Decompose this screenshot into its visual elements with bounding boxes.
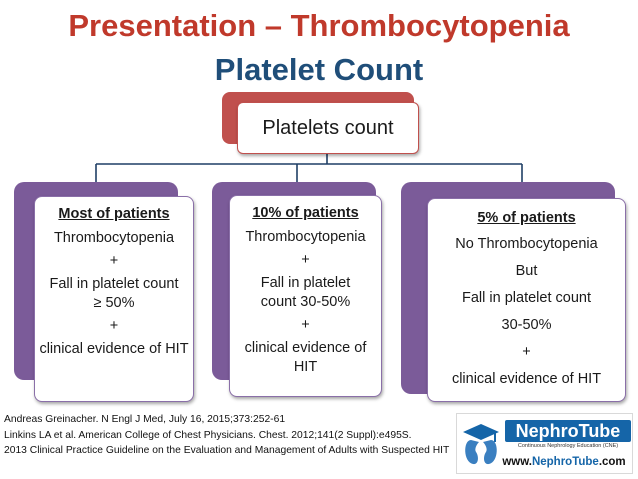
logo-name: NephroTube: [505, 420, 631, 442]
reference-item: 2013 Clinical Practice Guideline on the Evaluation and Management of Adults with Suspected HIT: [4, 445, 450, 456]
branch-1-line: Thrombocytopenia: [53, 230, 175, 246]
nephrotube-logo: [456, 413, 633, 474]
branch-3-line: 30-50%: [501, 317, 552, 333]
branch-3-line: No Thrombocytopenia: [455, 236, 598, 252]
branch-3-heading: 5% of patients: [477, 210, 576, 226]
branch-3-card: [427, 198, 626, 402]
branch-2-heading: 10% of patients: [252, 205, 359, 221]
branch-3-line: But: [515, 263, 538, 279]
logo-url[interactable]: [497, 454, 631, 470]
reference-item: Andreas Greinacher. N Engl J Med, July 16, 2015;373:252-61: [4, 414, 286, 425]
branch-2-line: Thrombocytopenia: [245, 229, 366, 245]
root-node-label: Platelets count: [262, 116, 394, 139]
branch-3-line: clinical evidence of HIT: [451, 371, 602, 387]
kidney-graduation-cap-icon: [461, 422, 501, 468]
slide-subtitle: Platelet Count: [214, 52, 424, 87]
logo-tagline: Continuous Nephrology Education (CNE): [517, 443, 619, 449]
branch-2-line: clinical evidence of HIT: [244, 340, 367, 375]
slide-title: Presentation – Thrombocytopenia: [68, 8, 570, 43]
branch-1-line: clinical evidence of HIT: [39, 341, 189, 357]
branch-2-line: +: [301, 317, 310, 333]
branch-1-line: Fall in platelet count ≥ 50%: [49, 276, 179, 311]
branch-3-line: Fall in platelet count: [462, 290, 591, 306]
branch-1-line: +: [109, 318, 119, 334]
branch-2-card: [229, 195, 382, 397]
root-node: [237, 102, 419, 154]
branch-2-line: Fall in platelet count 30-50%: [260, 275, 351, 310]
branch-1-card: [34, 196, 194, 402]
branch-1-heading: Most of patients: [58, 206, 170, 222]
logo-url-brand: NephroTube: [531, 456, 599, 468]
reference-item: Linkins LA et al. American College of Chest Physicians. Chest. 2012;141(2 Suppl):e495S.: [4, 429, 412, 441]
branch-1-line: +: [109, 253, 119, 269]
references: [4, 412, 474, 459]
logo-url-prefix: www.: [502, 456, 532, 468]
branch-3-line: +: [522, 344, 531, 360]
branch-2-line: +: [301, 252, 310, 268]
logo-url-suffix: .com: [598, 456, 626, 468]
